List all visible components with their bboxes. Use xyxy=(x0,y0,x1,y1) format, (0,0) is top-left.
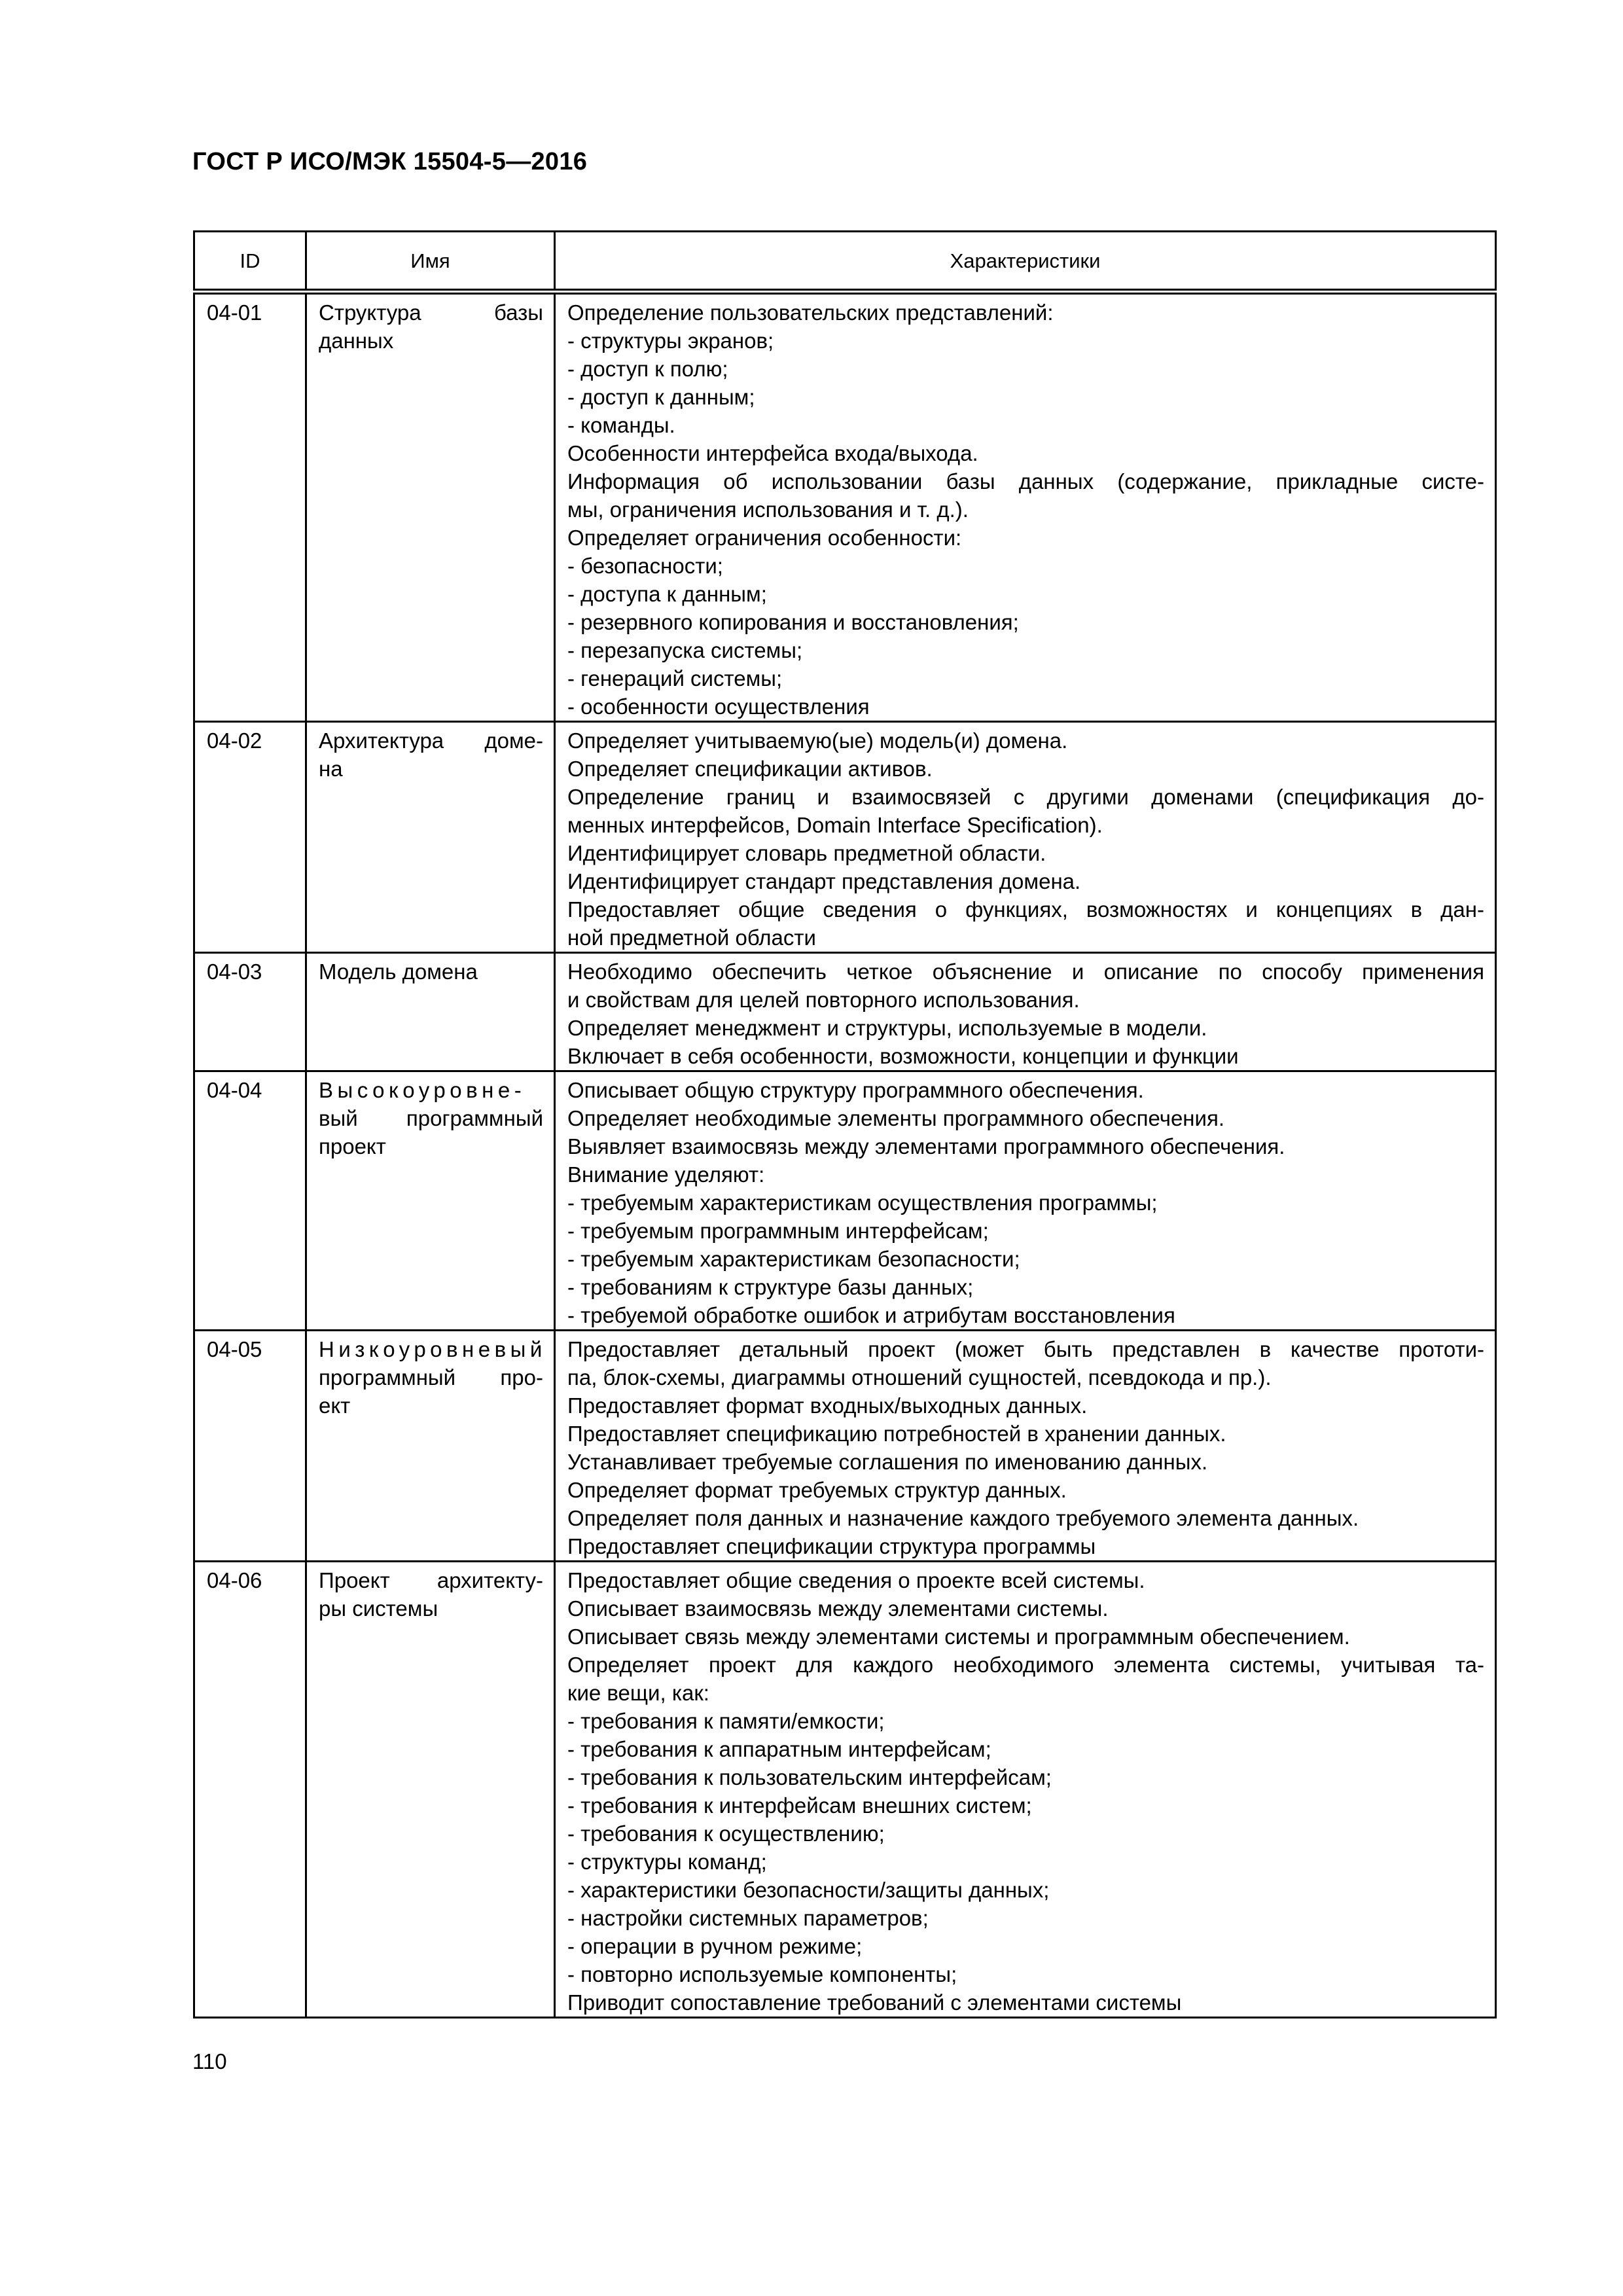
cell-characteristics xyxy=(555,953,1496,1071)
column-header-id: ID xyxy=(194,232,306,292)
characteristic-line: - требования к осуществлению; xyxy=(567,1821,885,1846)
characteristic-line: Особенности интерфейса входа/выхода. xyxy=(567,441,978,465)
column-header-characteristics: Характеристики xyxy=(555,232,1496,292)
cell-characteristics xyxy=(555,1331,1496,1562)
characteristic-line: Выявляет взаимосвязь между элементами программного обеспечения. xyxy=(567,1134,1285,1158)
cell-id: 04-04 xyxy=(194,1071,306,1331)
cell-name xyxy=(306,1331,555,1562)
characteristic-line: - структуры команд; xyxy=(567,1850,767,1874)
characteristic-line: - резервного копирования и восстановления; xyxy=(567,610,1019,634)
characteristic-line: - операции в ручном режиме; xyxy=(567,1934,863,1958)
characteristic-line: - характеристики безопасности/защиты данных; xyxy=(567,1878,1050,1902)
name-line: программный про- xyxy=(319,1365,543,1390)
characteristic-line: - настройки системных параметров; xyxy=(567,1906,929,1930)
characteristic-line: Определение границ и взаимосвязей с другими доменами (спецификация до- xyxy=(567,785,1484,809)
characteristic-line: - требования к пользовательским интерфейсам; xyxy=(567,1765,1052,1789)
characteristic-line: Определяет ограничения особенности: xyxy=(567,526,962,550)
cell-characteristics xyxy=(555,1562,1496,2018)
characteristic-line: - доступа к данным; xyxy=(567,582,767,606)
characteristic-line: Описывает взаимосвязь между элементами системы. xyxy=(567,1596,1109,1621)
characteristic-line: Определение пользовательских представлений: xyxy=(567,300,1054,325)
table-row xyxy=(194,292,1496,722)
characteristic-line: Включает в себя особенности, возможности, концепции и функции xyxy=(567,1044,1239,1068)
name-line: Проект архитекту- xyxy=(319,1568,543,1592)
characteristic-line: Информация об использовании базы данных (содержание, прикладные систе- xyxy=(567,469,1484,493)
characteristic-line: - требуемой обработке ошибок и атрибутам восстановления xyxy=(567,1303,1175,1327)
cell-name xyxy=(306,1071,555,1331)
name-line: Структура базы xyxy=(319,300,543,325)
cell-characteristics xyxy=(555,292,1496,722)
characteristic-line: - требованиям к структуре базы данных; xyxy=(567,1275,974,1299)
characteristic-line: Необходимо обеспечить четкое объяснение и описание по способу применения xyxy=(567,960,1484,984)
cell-id: 04-02 xyxy=(194,722,306,953)
characteristic-line: Определяет поля данных и назначение каждого требуемого элемента данных. xyxy=(567,1506,1359,1530)
characteristic-line: - требуемым программным интерфейсам; xyxy=(567,1219,989,1243)
name-line: данных xyxy=(319,329,394,353)
characteristic-line: Предоставляет детальный проект (может быть представлен в качестве прототи- xyxy=(567,1337,1484,1361)
characteristic-line: Приводит сопоставление требований с элементами системы xyxy=(567,1990,1182,2015)
table-row xyxy=(194,1331,1496,1562)
characteristics-table xyxy=(193,230,1497,2018)
characteristic-line: - безопасности; xyxy=(567,554,723,578)
name-line: Архитектура доме- xyxy=(319,728,543,753)
characteristic-line: Определяет необходимые элементы программного обеспечения. xyxy=(567,1106,1225,1130)
characteristic-line: - команды. xyxy=(567,413,675,437)
characteristic-line: Определяет менеджмент и структуры, используемые в модели. xyxy=(567,1016,1207,1040)
characteristic-line: Предоставляет формат входных/выходных данных. xyxy=(567,1393,1088,1418)
characteristic-line: Идентифицирует стандарт представления домена. xyxy=(567,869,1081,893)
characteristic-line: Описывает связь между элементами системы и программным обеспечением. xyxy=(567,1624,1350,1649)
characteristic-line: кие вещи, как: xyxy=(567,1681,709,1705)
name-line: на xyxy=(319,757,343,781)
characteristic-line: - повторно используемые компоненты; xyxy=(567,1962,957,1986)
characteristic-line: па, блок-схемы, диаграммы отношений сущностей, псевдокода и пр.). xyxy=(567,1365,1272,1390)
cell-id: 04-01 xyxy=(194,292,306,722)
cell-id: 04-03 xyxy=(194,953,306,1071)
document-header: ГОСТ Р ИСО/МЭК 15504-5—2016 xyxy=(192,148,588,175)
characteristic-line: - доступ к данным; xyxy=(567,385,755,409)
name-line: Низкоуровневый xyxy=(319,1337,546,1361)
cell-characteristics xyxy=(555,722,1496,953)
characteristic-line: - требования к памяти/емкости; xyxy=(567,1709,885,1733)
cell-id: 04-06 xyxy=(194,1562,306,2018)
characteristic-line: Определяет формат требуемых структур данных. xyxy=(567,1478,1067,1502)
table-row xyxy=(194,1071,1496,1331)
characteristic-line: Предоставляет общие сведения о функциях, возможностях и концепциях в дан- xyxy=(567,897,1484,922)
cell-name xyxy=(306,722,555,953)
characteristic-line: Определяет учитываемую(ые) модель(и) домена. xyxy=(567,728,1068,753)
characteristic-line: - перезапуска системы; xyxy=(567,638,803,662)
table-row xyxy=(194,722,1496,953)
characteristic-line: - требуемым характеристикам осуществления программы; xyxy=(567,1191,1158,1215)
characteristic-line: Предоставляет спецификации структура программы xyxy=(567,1534,1096,1558)
characteristic-line: Определяет спецификации активов. xyxy=(567,757,933,781)
characteristic-line: Устанавливает требуемые соглашения по именованию данных. xyxy=(567,1450,1208,1474)
characteristic-line: - требования к интерфейсам внешних систем; xyxy=(567,1793,1032,1818)
column-header-name: Имя xyxy=(306,232,555,292)
characteristic-line: - требуемым характеристикам безопасности; xyxy=(567,1247,1020,1271)
characteristic-line: - доступ к полю; xyxy=(567,357,728,381)
characteristic-line: Внимание уделяют: xyxy=(567,1162,765,1187)
characteristic-line: ной предметной области xyxy=(567,925,816,950)
cell-id: 04-05 xyxy=(194,1331,306,1562)
table-row xyxy=(194,1562,1496,2018)
name-line: ект xyxy=(319,1393,351,1418)
page-number: 110 xyxy=(192,2049,227,2073)
table-header-row xyxy=(194,232,1496,292)
characteristic-line: Предоставляет общие сведения о проекте всей системы. xyxy=(567,1568,1145,1592)
name-line: Высокоуровне- xyxy=(319,1078,526,1102)
name-line: ры системы xyxy=(319,1596,438,1621)
characteristic-line: Идентифицирует словарь предметной области. xyxy=(567,841,1046,865)
cell-name xyxy=(306,953,555,1071)
characteristic-line: Описывает общую структуру программного обеспечения. xyxy=(567,1078,1144,1102)
name-line: Модель домена xyxy=(319,960,478,984)
characteristic-line: - требования к аппаратным интерфейсам; xyxy=(567,1737,991,1761)
characteristic-line: Предоставляет спецификацию потребностей в хранении данных. xyxy=(567,1422,1226,1446)
table-row xyxy=(194,953,1496,1071)
cell-name xyxy=(306,292,555,722)
cell-characteristics xyxy=(555,1071,1496,1331)
characteristic-line: - генераций системы; xyxy=(567,666,783,691)
characteristic-line: менных интерфейсов, Domain Interface Specification). xyxy=(567,813,1103,837)
characteristic-line: мы, ограничения использования и т. д.). xyxy=(567,497,969,522)
characteristic-line: Определяет проект для каждого необходимого элемента системы, учитывая та- xyxy=(567,1653,1484,1677)
characteristic-line: и свойствам для целей повторного использования. xyxy=(567,988,1080,1012)
name-line: вый программный xyxy=(319,1106,543,1130)
characteristic-line: - структуры экранов; xyxy=(567,329,774,353)
name-line: проект xyxy=(319,1134,386,1158)
table-body xyxy=(194,292,1496,2018)
cell-name xyxy=(306,1562,555,2018)
characteristic-line: - особенности осуществления xyxy=(567,694,870,719)
